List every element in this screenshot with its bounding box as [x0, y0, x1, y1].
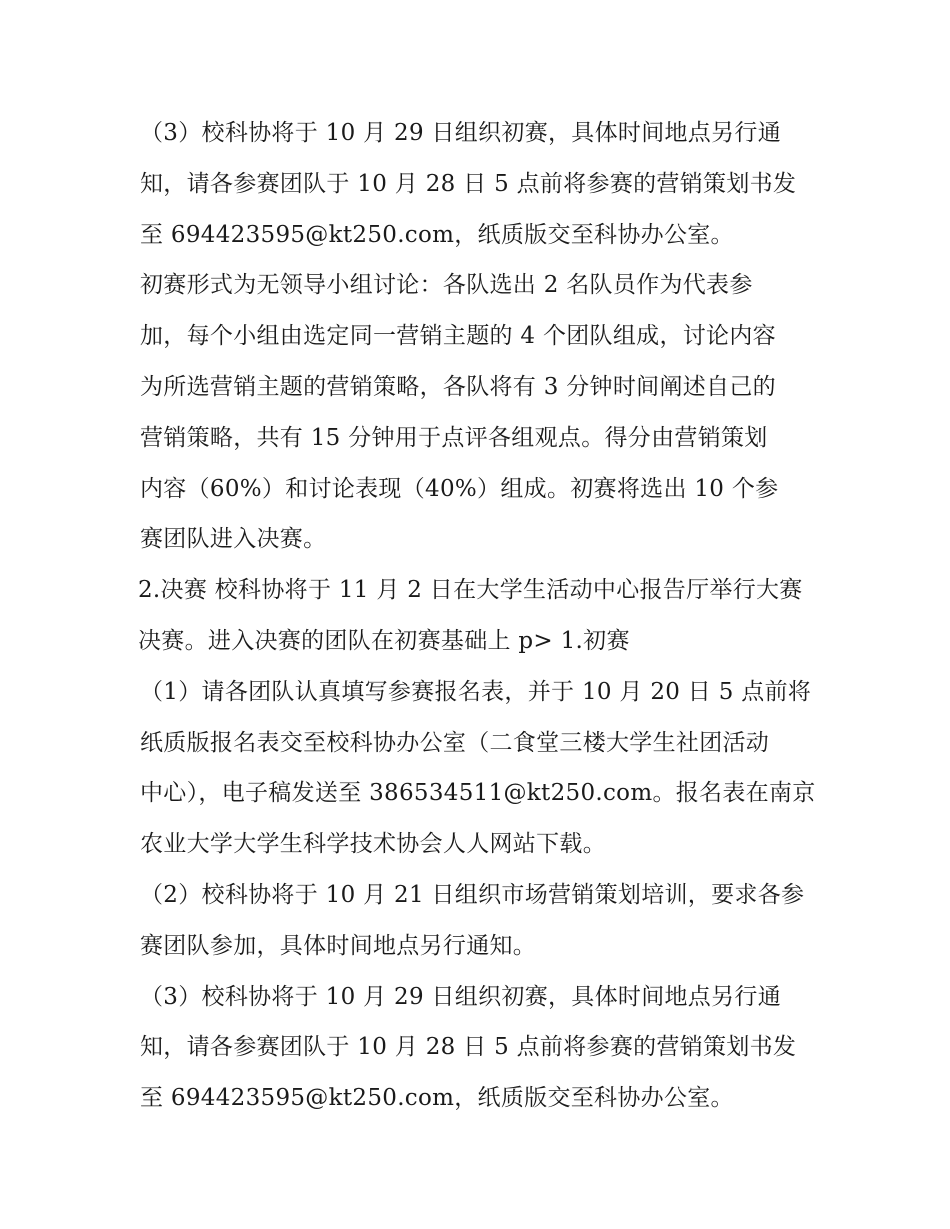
text-line: 为所选营销主题的营销策略，各队将有 3 分钟时间阐述自己的: [140, 373, 776, 400]
text-line: 赛团队进入决赛。: [140, 526, 327, 553]
paragraph-preliminary-format: [140, 260, 820, 565]
text-line: （3）校科协将于 10 月 29 日组织初赛，具体时间地点另行通: [140, 983, 782, 1010]
text-line: （3）校科协将于 10 月 29 日组织初赛，具体时间地点另行通: [140, 120, 782, 146]
text-line: 农业大学大学生科学技术协会人人网站下载。: [140, 831, 606, 858]
paragraph-training: [140, 870, 820, 972]
text-line: （2）校科协将于 10 月 21 日组织市场营销策划培训，要求各参: [140, 881, 805, 908]
text-line: 内容（60%）和讨论表现（40%）组成。初赛将选出 10 个参: [140, 475, 779, 502]
text-line: 至 694423595@kt250.com，纸质版交至科协办公室。: [140, 221, 734, 248]
text-line: 初赛形式为无领导小组讨论：各队选出 2 名队员作为代表参: [140, 272, 753, 299]
paragraph-final: [138, 565, 820, 667]
paragraph-registration: [140, 667, 820, 870]
text-line: 2.决赛 校科协将于 11 月 2 日在大学生活动中心报告厅举行大赛: [138, 577, 803, 604]
text-line: 纸质版报名表交至校科协办公室（二食堂三楼大学生社团活动: [140, 729, 770, 756]
text-line: 赛团队参加，具体时间地点另行通知。: [140, 932, 537, 959]
text-line: 决赛。进入决赛的团队在初赛基础上 p> 1.初赛: [138, 627, 630, 654]
text-line: 至 694423595@kt250.com，纸质版交至科协办公室。: [140, 1085, 734, 1112]
text-line: 加，每个小组由选定同一营销主题的 4 个团队组成，讨论内容: [140, 323, 776, 350]
text-line: 知，请各参赛团队于 10 月 28 日 5 点前将参赛的营销策划书发: [140, 1034, 797, 1061]
text-line: 中心），电子稿发送至 386534511@kt250.com。报名表在南京: [140, 780, 816, 807]
text-line: （1）请各团队认真填写参赛报名表，并于 10 月 20 日 5 点前将: [140, 678, 812, 705]
document-page: [140, 108, 820, 1124]
paragraph-preliminary-notice: [140, 108, 820, 260]
text-line: 营销策略，共有 15 分钟用于点评各组观点。得分由营销策划: [140, 424, 768, 451]
paragraph-preliminary-notice-repeat: [140, 972, 820, 1124]
text-line: 知，请各参赛团队于 10 月 28 日 5 点前将参赛的营销策划书发: [140, 170, 797, 197]
